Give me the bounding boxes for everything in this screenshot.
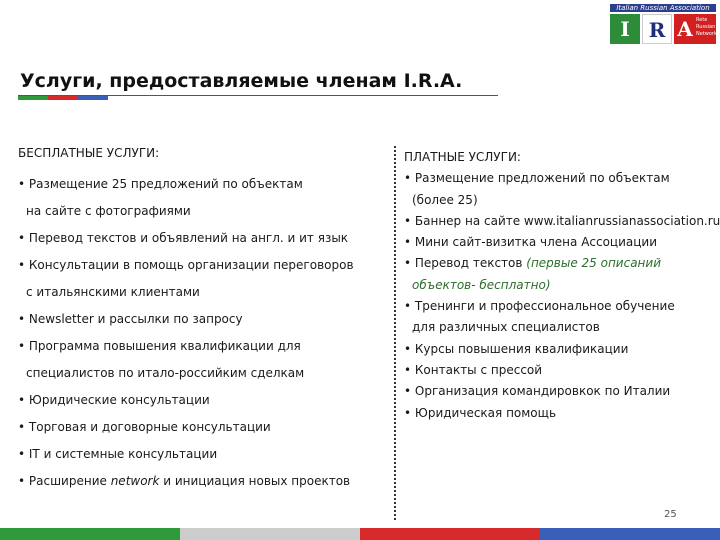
network-italic: network [110,474,160,488]
translation-prefix: • Перевод текстов [404,256,527,271]
rule-green [18,96,48,100]
logo-letter-a: A [674,14,696,44]
bottom-color-bar [0,528,720,540]
free-service-line: на сайте с фотографиями [26,204,191,218]
page-number: 25 [664,509,677,520]
free-service-line: с итальянскими клиентами [26,285,200,299]
paid-service-line: для различных специалистов [412,320,600,335]
paid-service-line: • Контакты с прессой [404,362,543,377]
paid-services-heading: ПЛАТНЫЕ УСЛУГИ: [404,150,521,164]
column-divider [394,146,396,520]
free-service-line: • Размещение 25 предложений по объектам [18,177,303,191]
logo-network-text: Rete Russian Network [696,14,716,44]
rule-blue [78,96,108,100]
bar-grey [180,528,360,540]
paid-service-line: • Курсы повышения квалификации [404,341,629,356]
paid-service-line: • Размещение предложений по объектам [404,171,670,186]
paid-services-column [404,148,720,425]
network-prefix: • Расширение [18,474,111,488]
free-service-line: • Консультации в помощь организации переговоров [18,258,354,272]
paid-service-line: • Мини сайт-визитка члена Ассоциации [404,235,658,250]
paid-service-line: объектов- бесплатно) [412,277,551,292]
free-service-line: • IT и системные консультации [18,447,218,461]
free-services-heading: БЕСПЛАТНЫЕ УСЛУГИ: [18,146,160,160]
translation-note: (первые 25 описаний [526,256,662,271]
free-service-line: • Newsletter и рассылки по запросу [18,312,243,326]
paid-service-line: • Тренинги и профессиональное обучение [404,299,675,314]
paid-service-line: • Баннер на сайте www.italianrussianassociation.ru [404,213,720,228]
paid-service-line: • Организация командировкок по Италии [404,384,671,399]
bar-blue [540,528,720,540]
slide-title: Услуги, предоставляемые членам I.R.A. [20,70,463,92]
paid-service-line [404,254,714,275]
logo-letter-i: I [610,14,640,44]
free-service-line: специалистов по итало-российким сделкам [26,366,305,380]
paid-service-line: • Юридическая помощь [404,405,557,420]
free-services-column [18,146,388,498]
free-service-line: • Перевод текстов и объявлений на англ. и ит язык [18,231,349,245]
logo-letter-r: R [642,14,672,44]
free-service-line [18,471,388,498]
title-color-rule [18,96,110,100]
free-service-line: • Программа повышения квалификации для [18,339,301,353]
ira-logo [610,4,716,44]
paid-service-line: (более 25) [412,192,478,207]
logo-caption: Italian Russian Association [610,4,716,12]
network-suffix: и инициация новых проектов [159,474,351,488]
rule-red [48,96,78,100]
bar-red [360,528,540,540]
bar-green [0,528,180,540]
free-service-line: • Юридические консультации [18,393,210,407]
free-service-line: • Торговая и договорные консультации [18,420,271,434]
